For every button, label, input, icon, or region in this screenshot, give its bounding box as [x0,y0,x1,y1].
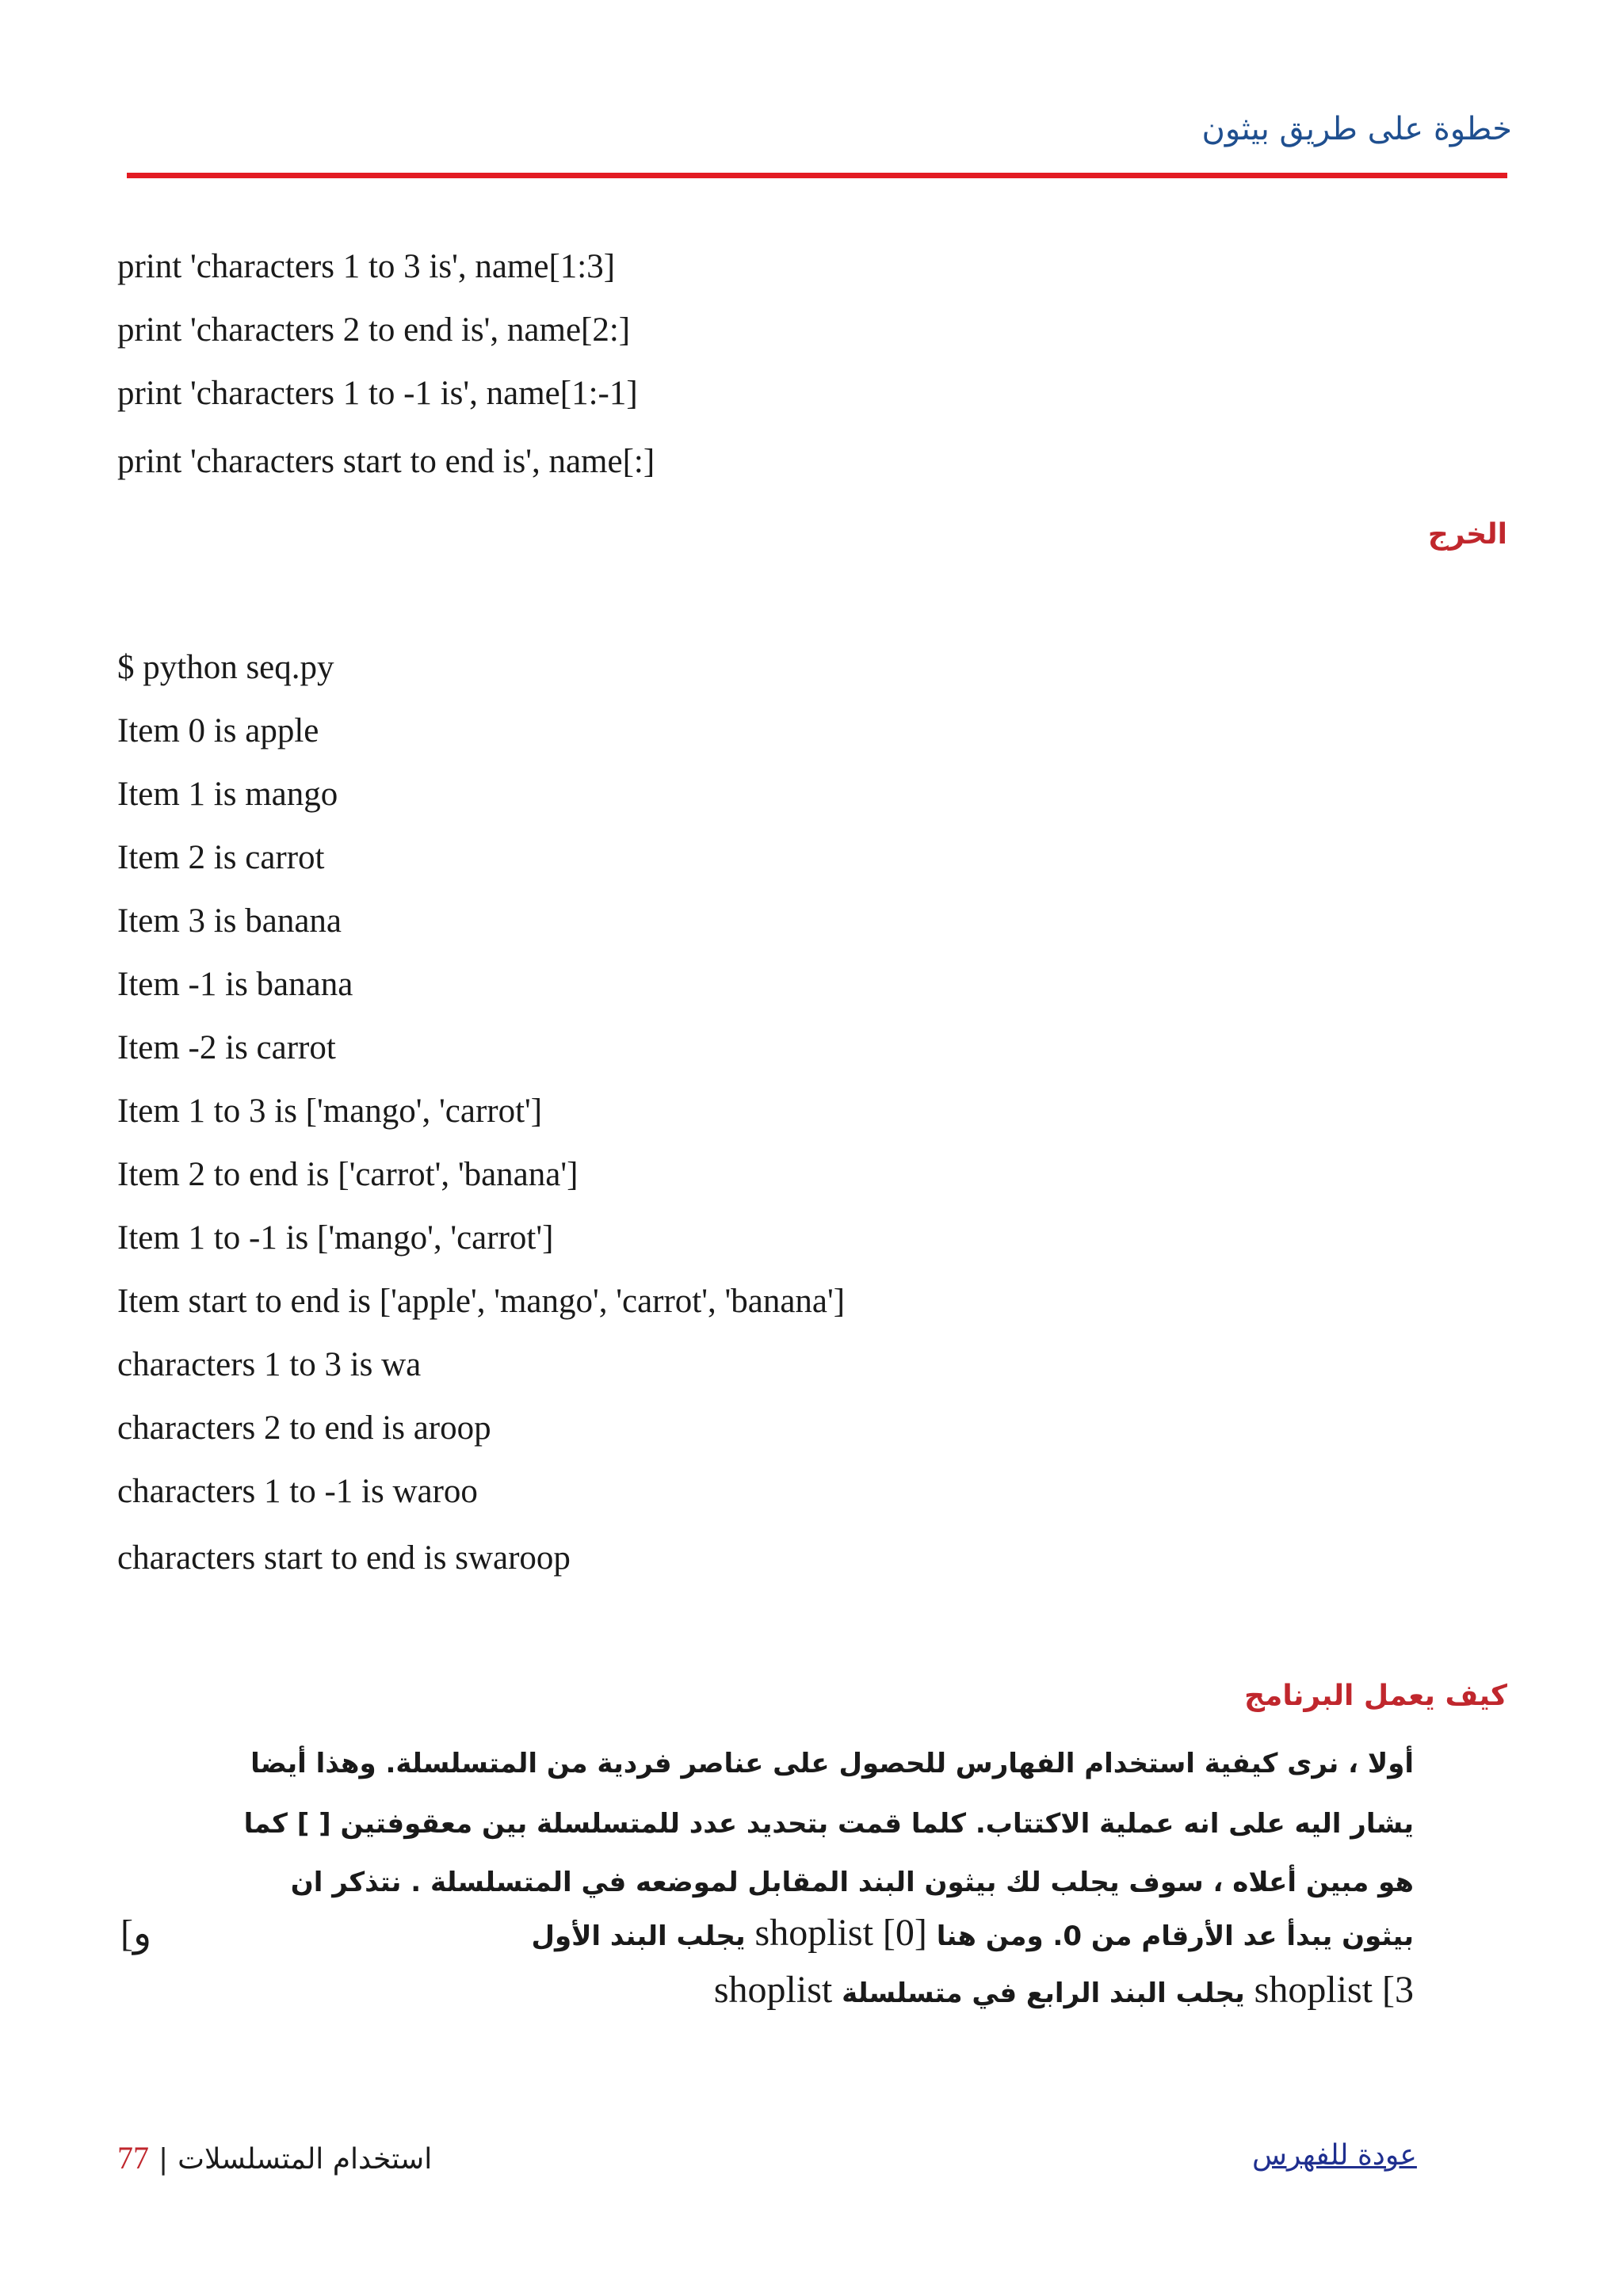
back-to-index-link[interactable]: عودة للفهرس [1252,2139,1417,2172]
how-it-works-heading: كيف يعمل البرنامج [1244,1680,1507,1712]
output-line: $ python seq.py [117,649,334,686]
output-line: Item 1 to 3 is ['mango', 'carrot'] [117,1093,543,1130]
output-line: characters start to end is swaroop [117,1539,571,1577]
output-line: Item 1 to -1 is ['mango', 'carrot'] [117,1219,554,1257]
output-line: Item 3 is banana [117,902,342,940]
paragraph-line: shoplist [3 يجلب البند الرابع في متسلسلة shoplist [713,1969,1414,2011]
paragraph-line: يشار اليه على انه عملية الاكتتاب. كلما قمت بتحديد عدد للمتسلسلة بين معقوفتين [ ] كما [243,1808,1414,1840]
code-line: print 'characters start to end is', name[:] [117,443,655,480]
footer-section-info [117,2139,432,2176]
output-line: Item 2 to end is ['carrot', 'banana'] [117,1156,579,1193]
header-title: خطوة على طريق بيثون [1201,111,1512,147]
code-line: print 'characters 2 to end is', name[2:] [117,311,631,349]
inline-code: shoplist [0] [754,1912,927,1954]
inline-code: shoplist [3 [1254,1969,1414,2011]
paragraph-line: هو مبين أعلاه ، سوف يجلب لك بيثون البند المقابل لموضعه في المتسلسلة . نتذكر ان [290,1867,1414,1898]
output-line: characters 1 to -1 is waroo [117,1473,478,1510]
paragraph-line: بيثون يبدأ عد الأرقام من 0. ومن هنا shoplist [0] يجلب البند الأول [531,1912,1414,1954]
code-line: print 'characters 1 to 3 is', name[1:3] [117,248,616,285]
output-line: characters 2 to end is aroop [117,1409,491,1447]
output-line: Item start to end is ['apple', 'mango', 'carrot', 'banana'] [117,1283,846,1320]
page-number: 77 [117,2140,149,2176]
output-line: Item 2 is carrot [117,839,325,876]
footer-separator: | [158,2143,169,2176]
output-line: characters 1 to 3 is wa [117,1346,422,1383]
output-line: Item -1 is banana [117,966,353,1003]
output-heading: الخرج [1427,518,1507,551]
paragraph-fragment: و] [120,1913,152,1955]
code-line: print 'characters 1 to -1 is', name[1:-1] [117,375,638,412]
paragraph-line: أولا ، نرى كيفية استخدام الفهارس للحصول على عناصر فردية من المتسلسلة. وهذا أيضا [250,1748,1414,1779]
footer-section-title: استخدام المتسلسلات [178,2143,433,2176]
header-divider [127,173,1507,178]
output-line: Item 1 is mango [117,776,338,813]
output-line: Item -2 is carrot [117,1029,336,1066]
inline-code: shoplist [713,1969,833,2011]
output-line: Item 0 is apple [117,712,319,749]
